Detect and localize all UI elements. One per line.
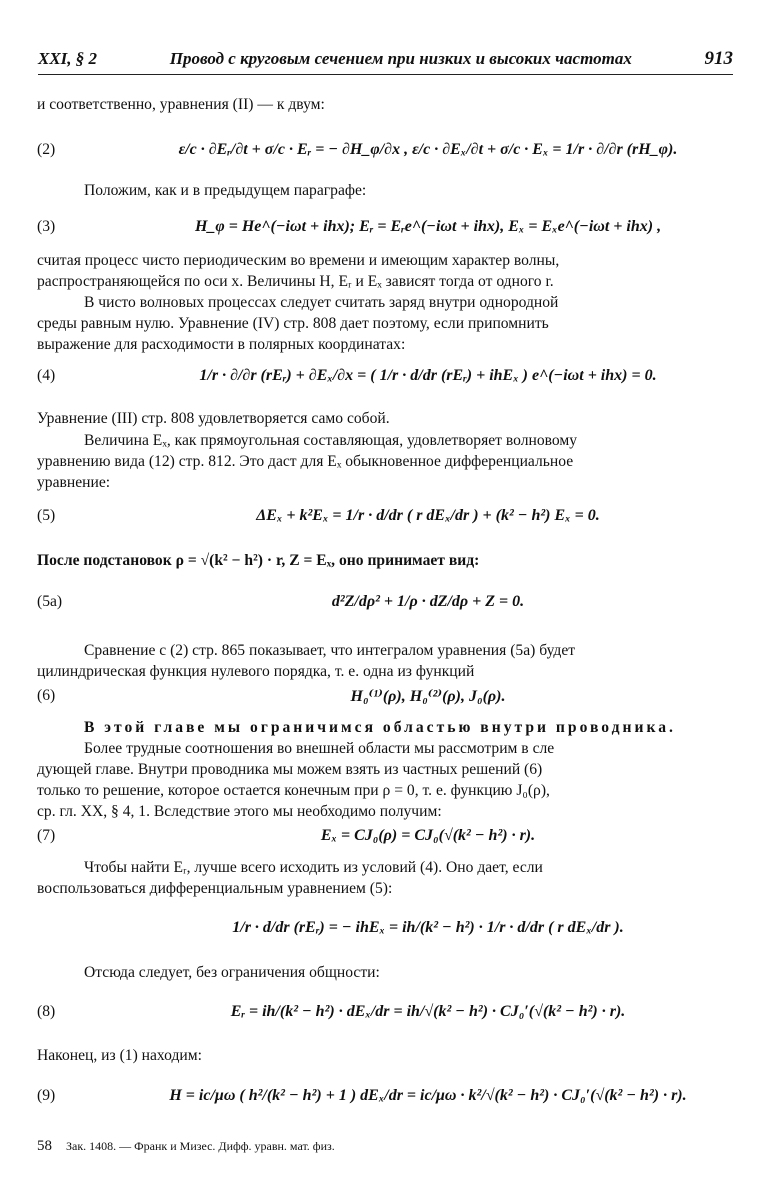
equation-number: (3) (37, 218, 56, 235)
paragraph-line: воспользоваться дифференциальным уравнением (5): (37, 880, 393, 897)
equation-body: ΔEₓ + k²Eₓ = 1/r · d/dr ( r dEₓ/dr ) + (k² − h²) Eₓ = 0. (256, 507, 600, 524)
equation-body: ε/c · ∂Eᵣ/∂t + σ/c · Eᵣ = − ∂H_φ/∂x , ε/c · ∂Eₓ/∂t + σ/c · Eₓ = 1/r · ∂/∂r (rH_φ). (178, 141, 678, 158)
equation-number: (5a) (37, 593, 63, 610)
equation-body: H₀⁽¹⁾(ρ), H₀⁽²⁾(ρ), J₀(ρ). (350, 688, 506, 705)
equation-body: H_φ = He^(−iωt + ihx); Eᵣ = Eᵣe^(−iωt + ihx), Eₓ = Eₓe^(−iωt + ihx) , (194, 218, 662, 235)
paragraph-line: только то решение, которое остается конечным при ρ = 0, т. е. функцию J₀(ρ), (37, 782, 550, 799)
page-footer (37, 1138, 335, 1155)
equation-body: 1/r · d/dr (rEᵣ) = − ihEₓ = ih/(k² − h²) · 1/r · d/dr ( r dEₓ/dr ). (232, 919, 624, 936)
equation-body: d²Z/dρ² + 1/ρ · dZ/dρ + Z = 0. (331, 593, 525, 610)
header-section: XXI, § 2 (38, 49, 98, 68)
equation-6 (37, 672, 729, 720)
equation-body: 1/r · ∂/∂r (rEᵣ) + ∂Eₓ/∂x = ( 1/r · d/dr (rEᵣ) + ihEₓ ) e^(−iωt + ihx) = 0. (199, 367, 657, 384)
paragraph-line: Уравнение (III) стр. 808 удовлетворяется само собой. (37, 410, 390, 427)
paragraph-line: уравнение: (37, 474, 111, 491)
paragraph-line: После подстановок ρ = √(k² − h²) · r, Z = Eₓ, оно принимает вид: (37, 552, 480, 569)
equation-number: (7) (37, 827, 56, 844)
equation-number: (4) (37, 367, 56, 384)
equation-2 (37, 126, 729, 174)
paragraph-line: уравнению вида (12) стр. 812. Это даст для Eₓ обыкновенное дифференциальное (37, 453, 574, 470)
paragraph-line: выражение для расходимости в полярных координатах: (37, 336, 406, 353)
equation-5a (37, 578, 729, 626)
equation-number: (5) (37, 507, 56, 524)
paragraph-line: В чисто волновых процессах следует считать заряд внутри однородной (84, 294, 559, 311)
paragraph-line: В этой главе мы ограничимся областью внутри проводника. (84, 719, 676, 736)
equation-4 (37, 352, 729, 400)
paragraph-line: Более трудные соотношения во внешней области мы рассмотрим в сле (84, 740, 555, 757)
equation-5 (37, 492, 729, 540)
running-header (38, 48, 733, 75)
equation-body: Eₓ = CJ₀(ρ) = CJ₀(√(k² − h²) · r). (320, 827, 536, 844)
paragraph-line: Отсюда следует, без ограничения общности: (84, 964, 380, 981)
paragraph-line: Наконец, из (1) находим: (37, 1047, 202, 1064)
paragraph-line: ср. гл. XX, § 4, 1. Вследствие этого мы необходимо получим: (37, 803, 442, 820)
equation-3 (37, 203, 729, 251)
paragraph-line: распространяющейся по оси x. Величины H, Eᵣ и Eₓ зависят тогда от одного r. (37, 273, 554, 290)
equation-body: H = ic/μω ( h²/(k² − h²) + 1 ) dEₓ/dr = ic/μω · k²/√(k² − h²) · CJ₀′(√(k² − h²) · r). (169, 1087, 687, 1104)
equation-8 (37, 988, 729, 1036)
paragraph-line: дующей главе. Внутри проводника мы можем взять из частных решений (6) (37, 761, 543, 778)
equation-number: (6) (37, 687, 56, 704)
equation-number: (8) (37, 1003, 56, 1020)
equation-9 (37, 1072, 729, 1120)
header-page-number: 913 (704, 48, 733, 69)
equation-body: Eᵣ = ih/(k² − h²) · dEₓ/dr = ih/√(k² − h²) · CJ₀′(√(k² − h²) · r). (230, 1003, 626, 1020)
paragraph-line: и соответственно, уравнения (II) — к двум: (37, 96, 325, 113)
footer-page-label: 58 (37, 1138, 52, 1154)
paragraph-line: Чтобы найти Eᵣ, лучше всего исходить из условий (4). Оно дает, если (84, 859, 543, 876)
paragraph-line: Сравнение с (2) стр. 865 показывает, что интегралом уравнения (5a) будет (84, 642, 576, 659)
equation-7 (37, 812, 729, 860)
paragraph-line: Положим, как и в предыдущем параграфе: (84, 182, 367, 199)
paragraph-line: считая процесс чисто периодическим во времени и имеющим характер волны, (37, 252, 560, 269)
paragraph-line: среды равным нулю. Уравнение (IV) стр. 808 дает поэтому, если припомнить (37, 315, 549, 332)
equation-number: (9) (37, 1087, 56, 1104)
footer-imprint: Зак. 1408. — Франк и Мизес. Дифф. уравн. мат. физ. (66, 1139, 335, 1153)
equation-unnumbered (37, 904, 729, 952)
header-title: Провод с круговым сечением при низких и высоких частотах (169, 49, 632, 68)
equation-number: (2) (37, 141, 56, 158)
paragraph-line: Величина Eₓ, как прямоугольная составляющая, удовлетворяет волновому (84, 432, 578, 449)
paragraph-line: цилиндрическая функция нулевого порядка, т. е. одна из функций (37, 663, 475, 680)
